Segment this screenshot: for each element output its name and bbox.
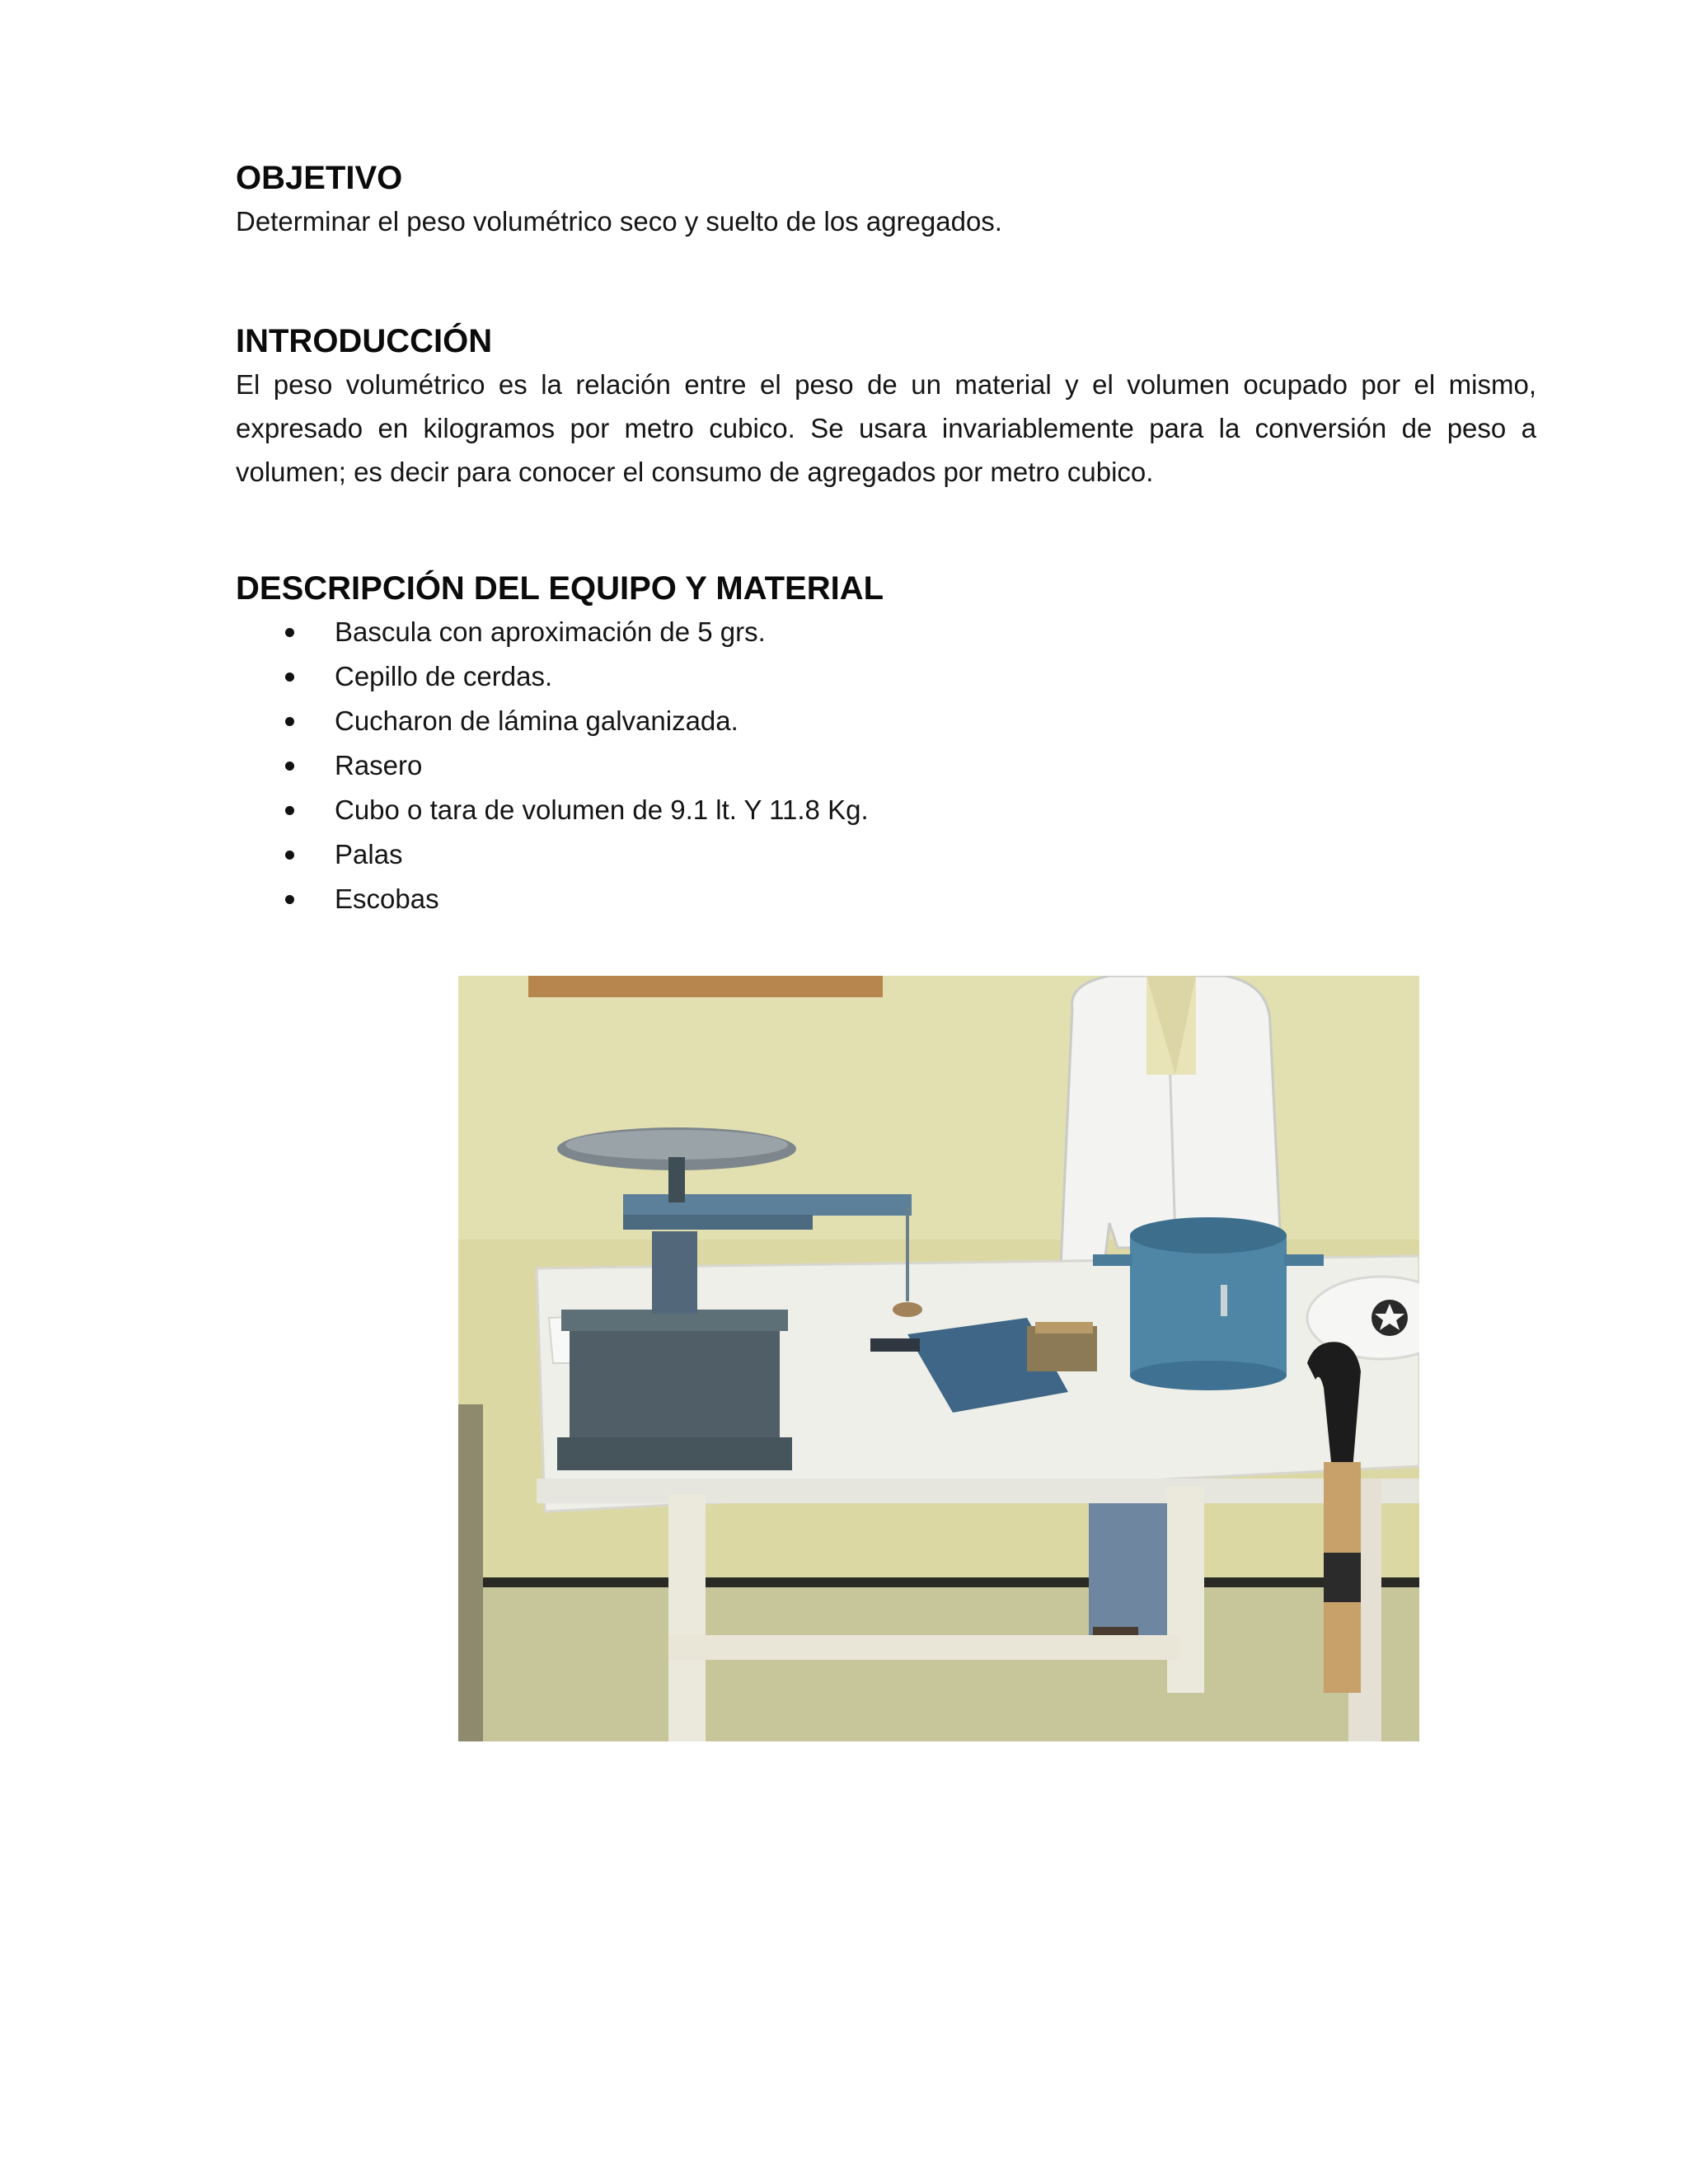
equipment-photo — [458, 976, 1419, 1741]
section-introduccion — [236, 320, 1536, 494]
brush-illustration — [1027, 1322, 1097, 1371]
list-item-label: Escobas — [335, 883, 439, 914]
section-heading-equipo: DESCRIPCIÓN DEL EQUIPO Y MATERIAL — [236, 570, 884, 607]
section-equipo-material — [236, 567, 1536, 921]
list-item-label: Rasero — [335, 750, 423, 780]
bullet-icon — [285, 673, 294, 682]
list-item — [236, 832, 1536, 877]
list-item — [236, 743, 1536, 788]
photo-floor — [458, 1586, 1419, 1741]
list-item-label: Bascula con aproximación de 5 grs. — [335, 616, 766, 647]
bullet-icon — [285, 806, 294, 815]
section-heading-introduccion: INTRODUCCIÓN — [236, 323, 493, 359]
bullet-icon — [285, 851, 294, 860]
section-objetivo — [236, 157, 1536, 243]
bullet-icon — [285, 762, 294, 771]
list-item-label: Cubo o tara de volumen de 9.1 lt. Y 11.8 Kg. — [335, 794, 869, 825]
introduccion-text: El peso volumétrico es la relación entre el peso de un material y el volumen ocupado por el mismo, expresado en kilogramos por metro cubico. Se usara invariablemente para la conversión de peso a volumen; es decir para conocer el consumo de agregados por metro cubico. — [236, 369, 1536, 487]
list-item — [236, 699, 1536, 743]
photo-wall-frame — [528, 976, 883, 997]
list-item — [236, 654, 1536, 699]
list-item — [236, 610, 1536, 654]
equipment-list — [236, 610, 1536, 921]
bullet-icon — [285, 628, 294, 637]
equipment-photo-illustration — [458, 976, 1419, 1741]
list-item-label: Cepillo de cerdas. — [335, 661, 553, 691]
section-heading-objetivo: OBJETIVO — [236, 160, 403, 196]
list-item — [236, 788, 1536, 832]
bullet-icon — [285, 717, 294, 726]
objetivo-text: Determinar el peso volumétrico seco y suelto de los agregados. — [236, 206, 1002, 237]
list-item-label: Palas — [335, 839, 403, 869]
list-item — [236, 877, 1536, 921]
list-item-label: Cucharon de lámina galvanizada. — [335, 705, 738, 736]
bullet-icon — [285, 895, 294, 904]
